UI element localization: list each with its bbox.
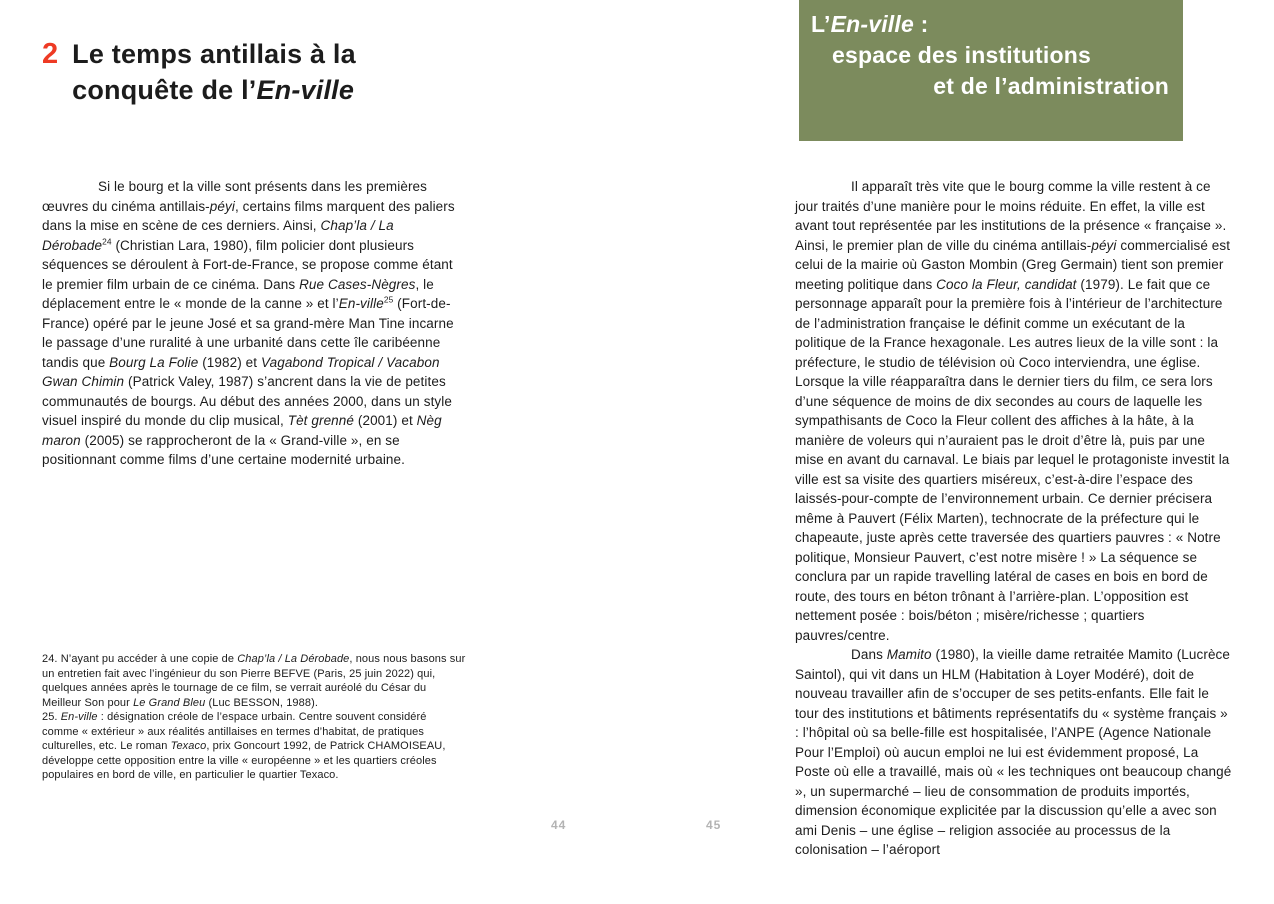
paragraph: Dans Mamito (1980), la vieille dame retraitée Mamito (Lucrèce Saintol), qui vit dans un HLM (Habitation à Loyer Modéré), doit de nouveau travailler afin de s’occuper de ses petits-enfants. Elle fait le tour des institutions et bâtiments représentatifs du « système français » : l’hôpital où sa belle-fille est hospitalisée, l’ANPE (Agence Nationale Pour l’Emploi) où aucun emploi ne lui est évidemment proposé, La Poste où elle a travaillé, mais où « les techniques ont beaucoup changé », un supermarché – lieu de consommation de produits importés, dimension économique explicitée par la discussion qu’elle a avec son ami Denis – une église – religion associée au processus de la colonisation – l’aéroport — [795, 647, 1232, 857]
section-title-line2: espace des institutions — [832, 42, 1091, 68]
paragraph: Si le bourg et la ville sont présents dans les premières œuvres du cinéma antillais-péyi, certains films marquent des paliers dans la mise en scène de ces derniers. Ainsi, Chap’la / La Dérobade$^{24}$ (Christian Lara, 1980), film policier dont plusieurs séquences se déroulent à Fort-de-France, se propose comme étant le premier film urbain de ce cinéma. Dans Rue Cases-Nègres, le déplacement entre le « monde de la canne » et l’En-ville$^{25}$ (Fort-de-France) opéré par le jeune José et sa grand-mère Man Tine incarne le passage d’une ruralité à une urbanité dans cette île caribéenne tandis que Bourg La Folie (1982) et Vagabond Tropical / Vacabon Gwan Chimin (Patrick Valey, 1987) s’ancrent dans la vie de petites communautés de bourgs. Au début des années 2000, dans un style visuel inspiré du monde du clip musical, Tèt grenné (2001) et Nèg maron (2005) se rapprocheront de la « Grand-ville », en se positionnant comme films d’une certaine modernité urbaine. — [42, 179, 455, 467]
right-page-body — [795, 177, 1233, 860]
chapter-heading — [42, 36, 462, 108]
paragraph: Il apparaît très vite que le bourg comme la ville restent à ce jour traités d’une manière pour le moins réduite. En effet, la ville est avant tout représentée par les institutions de la présence « française ». Ainsi, le premier plan de ville du cinéma antillais-péyi commercialisé est celui de la mairie où Gaston Mombin (Greg Germain) tient son premier meeting politique dans Coco la Fleur, candidat (1979). Le fait que ce personnage apparaît pour la première fois à l’intérieur de l’architecture de l’administration française le définit comme un exécutant de la politique de la France hexagonale. Les autres lieux de la ville sont : la préfecture, le studio de télévision où Coco interviendra, une église. Lorsque la ville réapparaîtra dans le dernier tiers du film, ce sera lors d’une séquence de moins de dix secondes au cours de laquelle les sympathisants de Coco la Fleur collent des affiches à la hâte, à la manière de voleurs qui n’auraient pas le droit d’être là, puis par une mise en avant du carnaval. Le biais par lequel le protagoniste investit la ville est sa visite des quartiers miséreux, c’est-à-dire l’espace des laissés-pour-compte de l’environnement urbain. Ce dernier précisera même à Pauvert (Félix Marten), technocrate de la préfecture qui le chapeaute, juste après cette traversée des quartiers pauvres : « Notre politique, Monsieur Pauvert, c’est notre misère ! » La séquence se conclura par un rapide travelling latéral de cases en bois en bord de route, des tours en béton trônant à l’arrière-plan. L’opposition est nettement posée : bois/béton ; misère/richesse ; quartiers pauvres/centre. — [795, 179, 1231, 643]
footnote: 24. N’ayant pu accéder à une copie de Chap’la / La Dérobade, nous nous basons sur un entretien fait avec l’ingénieur du son Pierre BEFVE (Paris, 25 juin 2022) qui, quelques années après le tournage de ce film, se verrait auréolé du César du Meilleur Son pour Le Grand Bleu (Luc BESSON, 1988). — [42, 653, 466, 709]
chapter-title: Le temps antillais à la conquête de l’En-ville — [72, 39, 356, 105]
footnote: 25. En-ville : désignation créole de l’espace urbain. Centre souvent considéré comme « extérieur » aux réalités antillaises en termes d’habitat, de pratiques culturelles, etc. Le roman Texaco, prix Goncourt 1992, de Patrick CHAMOISEAU, développe cette opposition entre la ville « européenne » et les quartiers créoles populaires en bord de ville, en particulier le quartier Texaco. — [42, 711, 446, 781]
page-number-right: 45 — [706, 818, 722, 832]
section-banner — [799, 0, 1183, 141]
section-title-line1: L’En-ville : — [811, 11, 929, 37]
page-number-left: 44 — [551, 818, 567, 832]
section-title-line3: et de l’administration — [933, 73, 1169, 99]
chapter-number: 2 — [42, 38, 59, 70]
footnotes — [42, 652, 466, 783]
left-page-body — [42, 177, 458, 470]
